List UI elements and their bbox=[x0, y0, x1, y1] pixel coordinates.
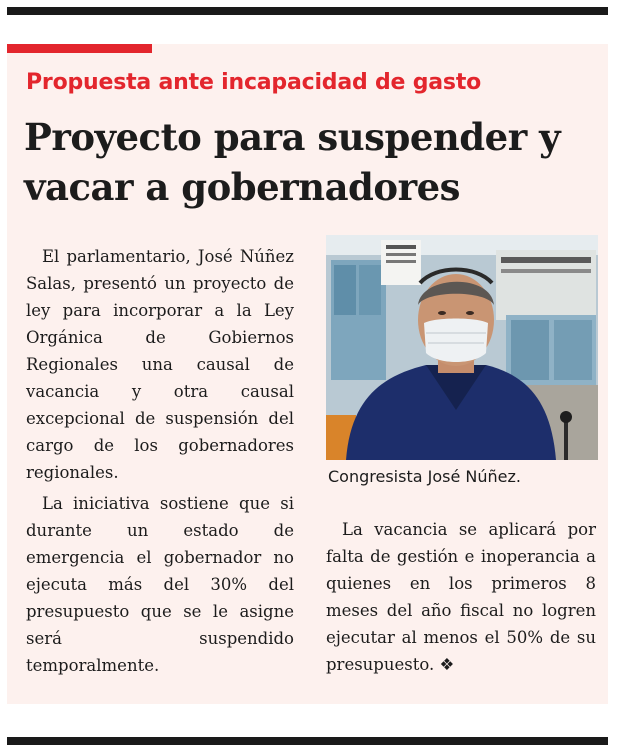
top-rule bbox=[7, 7, 608, 15]
end-of-article-icon: ❖ bbox=[439, 655, 455, 674]
body-paragraph-1: El parlamentario, José Núñez Salas, presentó un proyecto de ley para incorporar a la Ley Orgánica de Gobiernos Regionales una causal de vacancia y otra causal excepcional de suspensión del cargo de los gobernadores regionales. bbox=[26, 247, 294, 482]
body-paragraph-3-text: La vacancia se aplicará por falta de gestión e inoperancia a quienes en los primeros 8 meses del año fiscal no logren ejecutar al menos el 50% de su presupuesto. bbox=[326, 520, 596, 674]
article-photo bbox=[326, 235, 598, 460]
photo-caption: Congresista José Núñez. bbox=[328, 467, 521, 486]
body-paragraph-3 bbox=[326, 516, 596, 678]
bottom-rule bbox=[7, 737, 608, 745]
article-body-left bbox=[26, 243, 294, 679]
section-accent-bar bbox=[7, 44, 152, 53]
article-headline: Proyecto para suspender y vacar a gobernadores bbox=[24, 115, 561, 209]
article-kicker: Propuesta ante incapacidad de gasto bbox=[26, 70, 482, 95]
body-paragraph-2: La iniciativa sostiene que si durante un estado de emergencia el gobernador no ejecuta más del 30% del presupuesto que se le asigne será suspendido temporalmente. bbox=[26, 494, 294, 675]
article-body-right bbox=[326, 516, 596, 678]
